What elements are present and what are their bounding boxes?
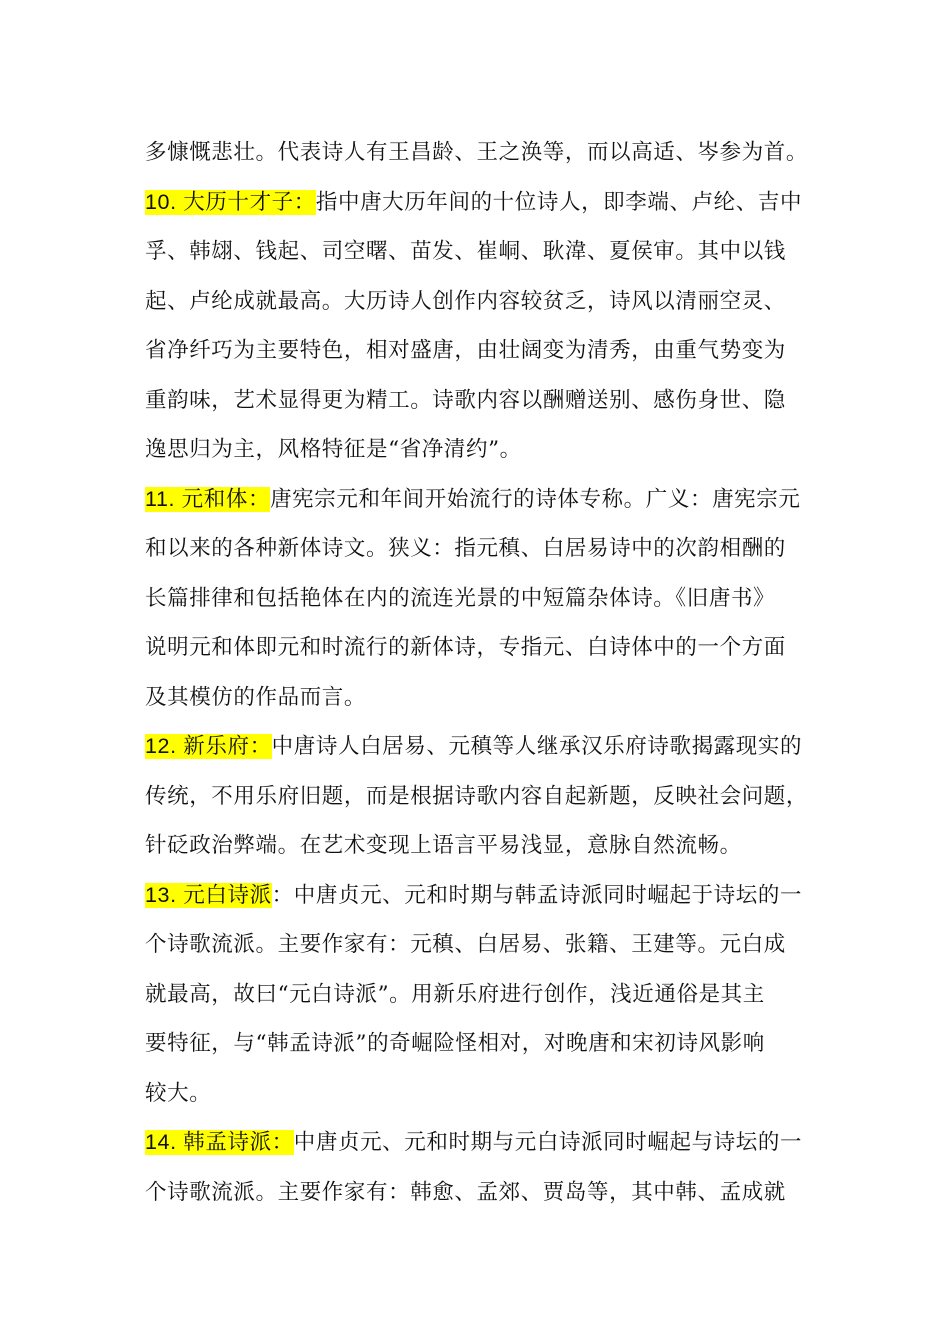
entry-heading-highlight [145,734,272,759]
entry-14 [145,1118,810,1168]
entry-text: 中唐贞元、元和时期与元白诗派同时崛起与诗坛的一 [293,1130,803,1155]
entry-term: 大历十才子： [183,189,316,215]
body-text [145,128,810,1217]
entry-text: ：中唐贞元、元和时期与韩孟诗派同时崛起于诗坛的一 [271,882,803,908]
entry-term: 韩孟诗派： [183,1130,294,1155]
text-line: 针砭政治弊端。在艺术变现上语言平易浅显，意脉自然流畅。 [145,833,742,858]
text-line: 个诗歌流派。主要作家有：韩愈、孟郊、贾岛等，其中韩、孟成就 [145,1179,786,1205]
entry-number: 10. [145,189,184,214]
text-line: 逸思归为主，风格特征是“省净清约”。 [145,437,522,462]
entry-number: 13. [145,882,184,907]
entry-heading-highlight [145,190,316,215]
text-line: 多慷慨悲壮。代表诗人有王昌龄、王之涣等，而以高适、岑参为首。 [145,140,809,165]
entry-term: 新乐府： [183,734,272,759]
entry-11 [145,475,810,525]
entry-term: 元白诗派 [183,882,272,908]
text-line: 省净纤巧为主要特色，相对盛唐，由壮阔变为清秀，由重气势变为 [145,338,786,363]
text-line: 较大。 [145,1080,212,1106]
text-line: 孚、韩翃、钱起、司空曙、苗发、崔峒、耿湋、夏侯审。其中以钱 [145,239,786,264]
text-line: 及其模仿的作品而言。 [145,684,367,710]
entry-number: 11. [145,486,182,511]
entry-heading-highlight [145,1130,294,1155]
text-line: 长篇排律和包括艳体在内的流连光景的中短篇杂体诗。《旧唐书》 [145,585,776,611]
entry-heading-highlight [145,487,270,512]
text-line: 要特征，与“韩孟诗派”的奇崛险怪相对，对晚唐和宋初诗风影响 [145,1031,765,1056]
entry-10 [145,178,810,228]
text-line: 就最高，故曰“元白诗派”。用新乐府进行创作，浅近通俗是其主 [145,981,765,1007]
entry-number: 12. [145,734,184,758]
entry-heading-highlight [145,883,272,908]
entry-12 [145,722,810,772]
text-line: 传统，不用乐府旧题，而是根据诗歌内容自起新题，反映社会问题， [145,783,809,809]
entry-text: 唐宪宗元和年间开始流行的诗体专称。广义：唐宪宗元 [270,486,801,512]
text-line: 起、卢纶成就最高。大历诗人创作内容较贫乏，诗风以清丽空灵、 [145,288,786,314]
entry-number: 14. [145,1130,184,1154]
text-line: 和以来的各种新体诗文。狭义：指元稹、白居易诗中的次韵相酬的 [145,536,786,561]
entry-term: 元和体： [181,486,271,512]
entry-text: 指中唐大历年间的十位诗人，即李端、卢纶、吉中 [315,189,803,215]
text-line: 重韵味，艺术显得更为精工。诗歌内容以酬赠送别、感伤身世、隐 [145,387,786,413]
entry-13 [145,871,810,921]
text-line: 个诗歌流派。主要作家有：元稹、白居易、张籍、王建等。元白成 [145,932,786,957]
entry-text: 中唐诗人白居易、元稹等人继承汉乐府诗歌揭露现实的 [271,734,803,759]
text-line: 说明元和体即元和时流行的新体诗，专指元、白诗体中的一个方面 [145,635,786,660]
